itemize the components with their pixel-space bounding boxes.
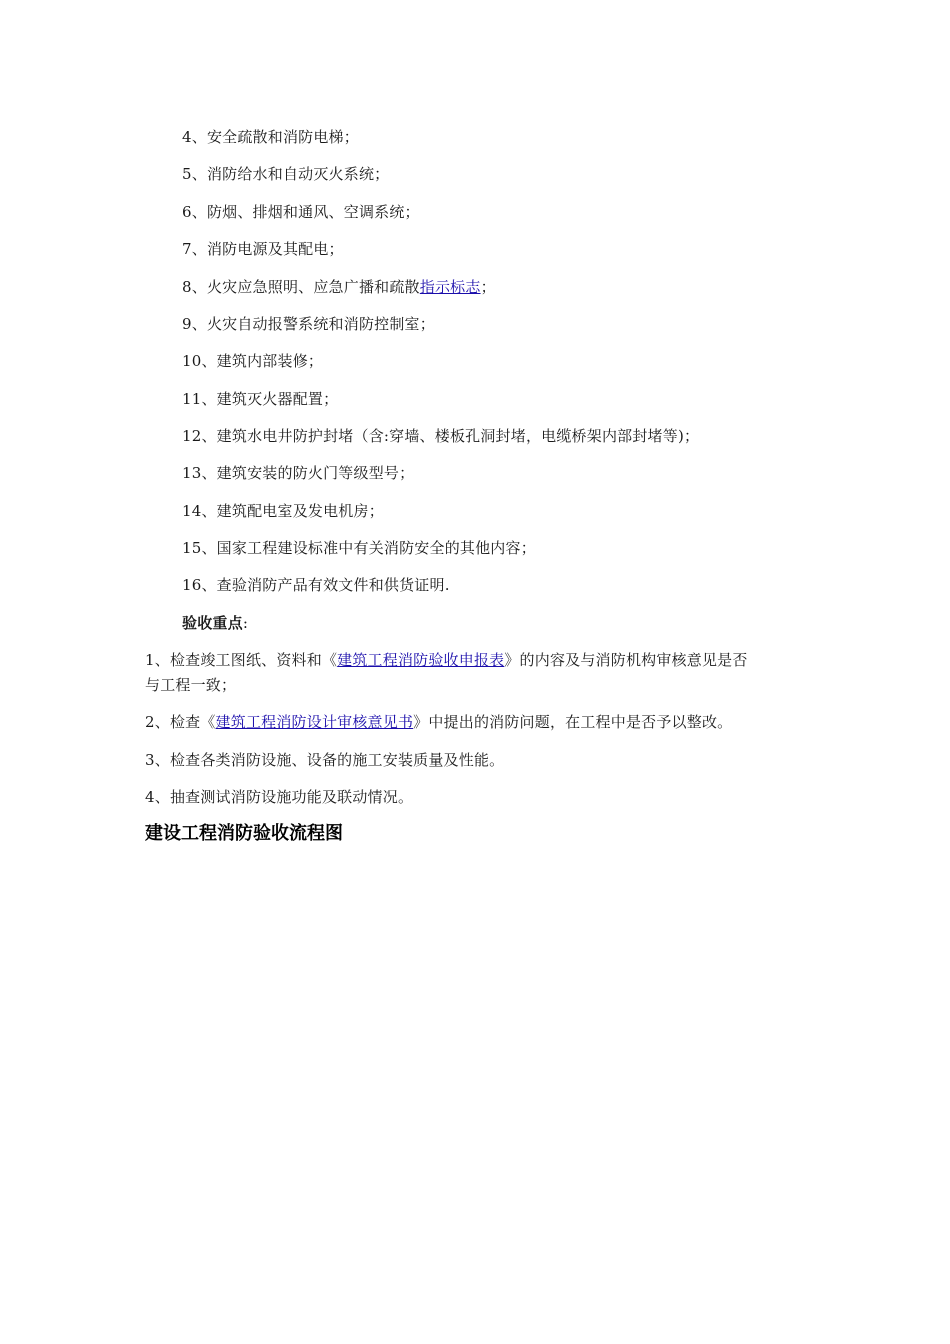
key-point-1 (145, 650, 748, 670)
link-design-review-opinion[interactable]: 建筑工程消防设计审核意见书 (215, 713, 414, 731)
section-heading: 建设工程消防验收流程图 (145, 823, 343, 844)
key-points-colon: : (242, 614, 249, 632)
key-points-title: 验收重点 (182, 614, 243, 632)
list-item (182, 277, 496, 297)
list-item: 9、火灾自动报警系统和消防控制室； (182, 315, 435, 333)
list-item-text: ； (480, 278, 496, 296)
key-point-2 (145, 712, 732, 732)
list-item: 13、建筑安装的防火门等级型号； (182, 464, 415, 482)
key-point-text: 1、检查竣工图纸、资料和《 (145, 651, 338, 669)
key-point-text: 》的内容及与消防机构审核意见是否 (504, 651, 748, 669)
list-item: 7、消防电源及其配电； (182, 240, 344, 258)
list-item: 12、建筑水电井防护封堵（含:穿墙、楼板孔洞封堵，电缆桥架内部封堵等)； (182, 427, 700, 445)
key-point-text: 》中提出的消防问题，在工程中是否予以整改。 (413, 713, 733, 731)
list-item: 15、国家工程建设标准中有关消防安全的其他内容； (182, 539, 536, 557)
key-point-3: 3、检查各类消防设施、设备的施工安装质量及性能。 (145, 751, 505, 769)
key-point-1-continued: 与工程一致； (145, 676, 237, 694)
list-item: 10、建筑内部装修； (182, 352, 324, 370)
list-item: 16、查验消防产品有效文件和供货证明. (182, 576, 450, 594)
key-points-label (182, 613, 248, 633)
list-item: 6、防烟、排烟和通风、空调系统； (182, 203, 420, 221)
link-acceptance-form[interactable]: 建筑工程消防验收申报表 (337, 651, 505, 669)
list-item: 5、消防给水和自动灭火系统； (182, 165, 390, 183)
list-item: 14、建筑配电室及发电机房； (182, 502, 384, 520)
key-point-4: 4、抽查测试消防设施功能及联动情况。 (145, 788, 414, 806)
link-evacuation-signs[interactable]: 指示标志 (419, 278, 481, 296)
key-point-text: 2、检查《 (145, 713, 216, 731)
list-item: 11、建筑灭火器配置； (182, 390, 339, 408)
list-item: 4、安全疏散和消防电梯； (182, 128, 359, 146)
list-item-text: 8、火灾应急照明、应急广播和疏散 (182, 278, 420, 296)
